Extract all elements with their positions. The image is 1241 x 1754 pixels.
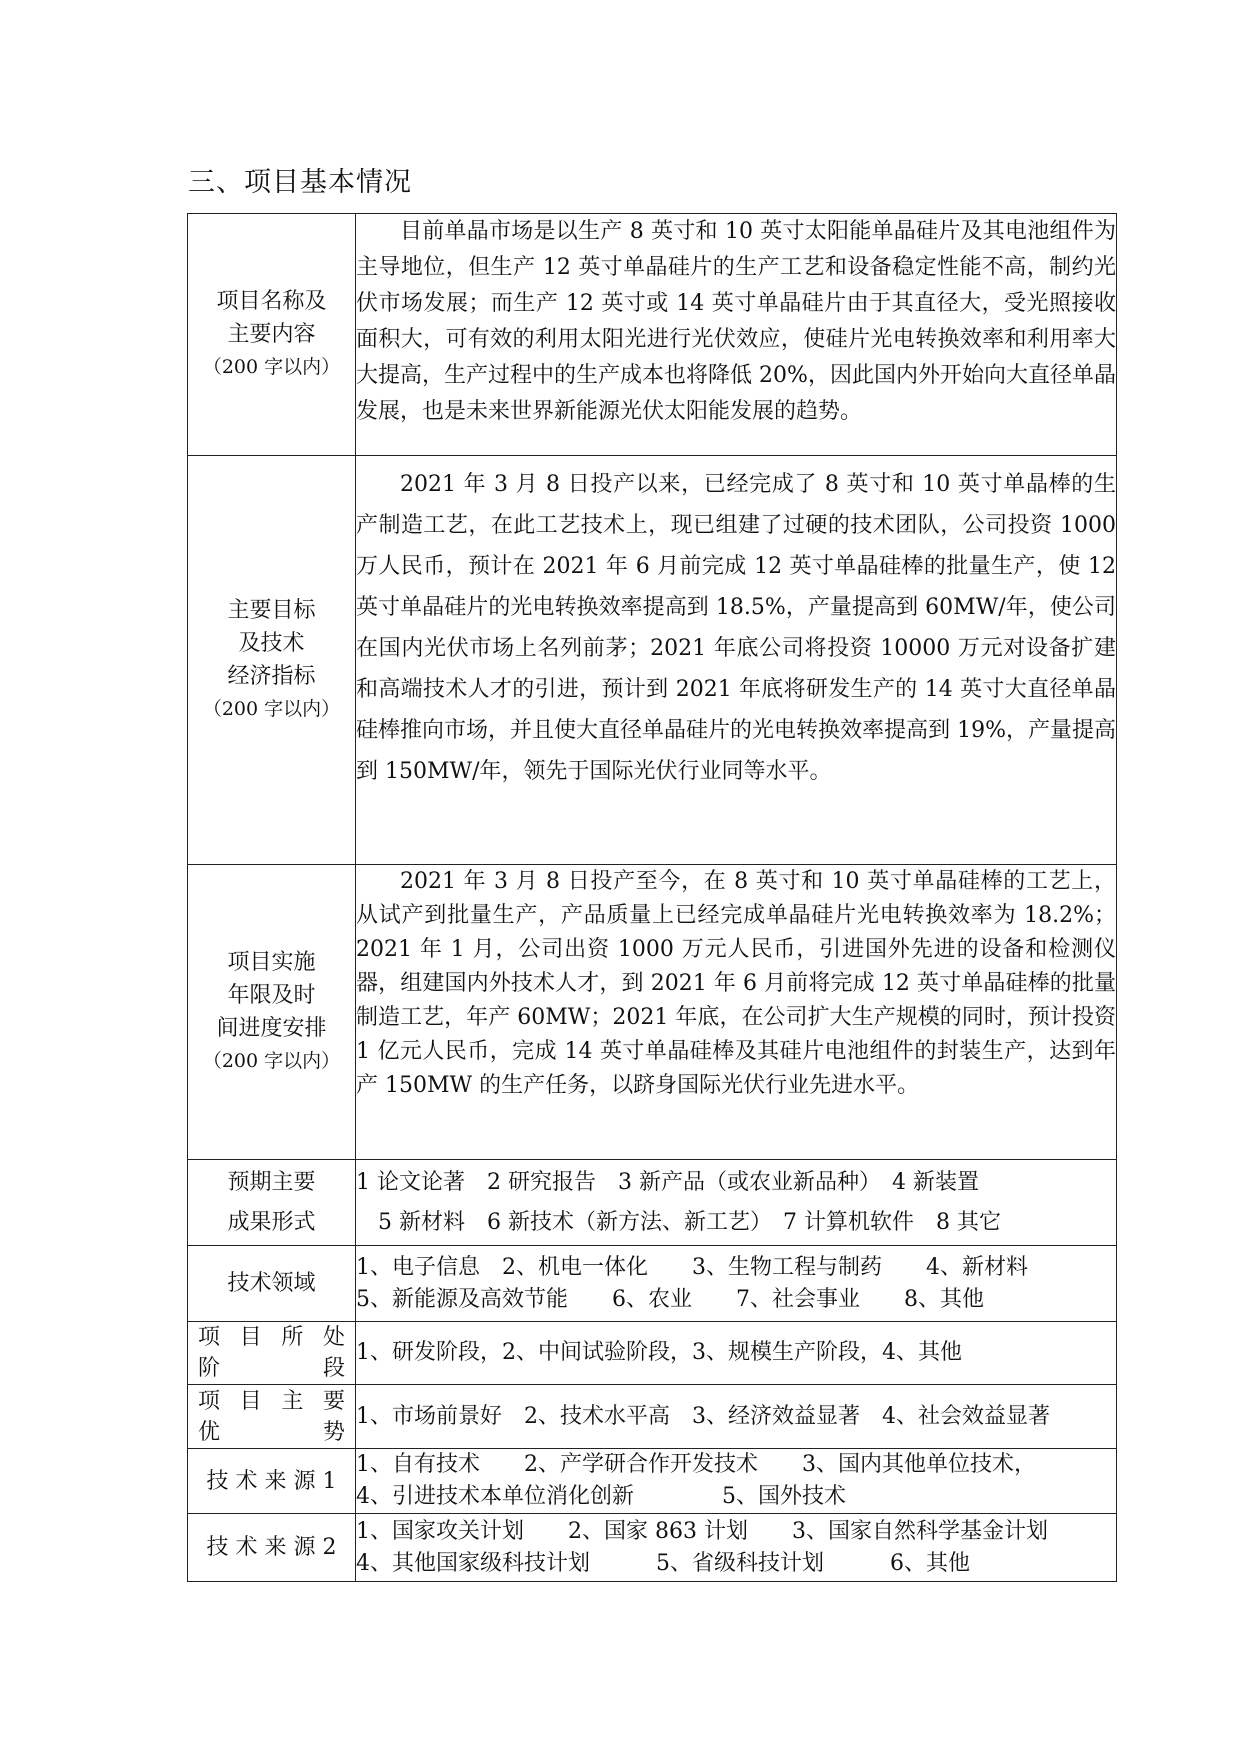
label-line: 项目名称及 [216,289,327,314]
content-line: 5 新材料 6 新技术（新方法、新工艺） 7 计算机软件 8 其它 [356,1209,1001,1235]
content-line: 5、新能源及高效节能 6、农业 7、社会事业 8、其他 [356,1286,984,1312]
label-line: 优 势 [198,1419,345,1445]
project-info-table [187,213,1117,1582]
section-title: 三、项目基本情况 [188,167,412,198]
label-main-goals [188,456,356,865]
label-note: （200 字以内） [202,1050,341,1072]
label-project-stage [188,1322,356,1385]
label-line: 经济指标 [227,664,316,689]
content-main-goals [356,456,1117,865]
table-row [188,456,1117,865]
label-main-advantages [188,1385,356,1449]
content-line: 4、其他国家级科技计划 5、省级科技计划 6、其他 [356,1550,970,1576]
table-row [188,214,1117,456]
label-line: 及技术 [238,631,305,656]
label-expected-results [188,1160,356,1246]
content-expected-results [356,1160,1117,1246]
content-schedule [356,865,1117,1160]
label-line: 主要内容 [227,322,316,347]
table-row [188,1246,1117,1322]
label-tech-source-2: 技 术 来 源 2 [188,1514,356,1582]
content-text: 2021 年 3 月 8 日投产至今，在 8 英寸和 10 英寸单晶硅棒的工艺上，从试产到批量生产，产品质量上已经完成单晶硅片光电转换效率为 18.2%；2021 年 1 月，公司出资 1000 万元人民币，引进国外先进的设备和检测仪器，组建国内外技术人才，到 2021 年 6 月前将完成 12 英寸单晶硅棒的批量制造工艺，年产 60MW；2021 年底，在公司扩大生产规模的同时，预计投资 1 亿元人民币，完成 14 英寸单晶硅棒及其硅片电池组件的封装生产，达到年产 150MW 的生产任务，以跻身国际光伏行业先进水平。 [356,869,1116,1098]
content-tech-source-1 [356,1449,1117,1514]
content-line: 1、国家攻关计划 2、国家 863 计划 3、国家自然科学基金计划 [356,1518,1048,1544]
label-line: 项 目 主 要 [198,1388,345,1414]
table-row [188,865,1117,1160]
label-line: 年限及时 [227,983,316,1008]
content-main-advantages: 1、市场前景好 2、技术水平高 3、经济效益显著 4、社会效益显著 [356,1385,1117,1449]
label-schedule [188,865,356,1160]
table-row [188,1449,1117,1514]
label-line: 阶 段 [198,1356,345,1381]
label-project-name [188,214,356,456]
label-tech-source-1: 技 术 来 源 1 [188,1449,356,1514]
content-text: 2021 年 3 月 8 日投产以来，已经完成了 8 英寸和 10 英寸单晶棒的生产制造工艺，在此工艺技术上，现已组建了过硬的技术团队，公司投资 1000 万人民币，预计在 2021 年 6 月前完成 12 英寸单晶硅棒的批量生产，使 12 英寸单晶硅片的光电转换效率提高到 18.5%，产量提高到 60MW/年，使公司在国内光伏市场上名列前茅；2021 年底公司将投资 10000 万元对设备扩建和高端技术人才的引进，预计到 2021 年底将研发生产的 14 英寸大直径单晶硅棒推向市场，并且使大直径单晶硅片的光电转换效率提高到 19%，产量提高到 150MW/年，领先于国际光伏行业同等水平。 [356,472,1116,784]
label-note: （200 字以内） [202,356,341,378]
table-row [188,1514,1117,1582]
content-text: 目前单晶市场是以生产 8 英寸和 10 英寸太阳能单晶硅片及其电池组件为主导地位，但生产 12 英寸单晶硅片的生产工艺和设备稳定性能不高，制约光伏市场发展；而生产 12 英寸或 14 英寸单晶硅片由于其直径大，受光照接收面积大，可有效的利用太阳光进行光伏效应，使硅片光电转换效率和利用率大大提高，生产过程中的生产成本也将降低 20%，因此国内外开始向大直径单晶发展，也是未来世界新能源光伏太阳能发展的趋势。 [356,219,1116,424]
content-project-name [356,214,1117,456]
label-line: 预期主要 [227,1169,316,1195]
content-tech-field [356,1246,1117,1322]
content-tech-source-2 [356,1514,1117,1582]
content-line: 1、电子信息 2、机电一体化 3、生物工程与制药 4、新材料 [356,1254,1028,1280]
label-line: 间进度安排 [216,1016,327,1041]
label-note: （200 字以内） [202,698,341,720]
table-row [188,1160,1117,1246]
content-line: 4、引进技术本单位消化创新 5、国外技术 [356,1484,846,1509]
label-line: 主要目标 [227,598,316,623]
label-line: 项目实施 [227,950,316,975]
content-line: 1 论文论著 2 研究报告 3 新产品（或农业新品种） 4 新装置 [356,1169,979,1195]
table-row [188,1322,1117,1385]
label-line: 项 目 所 处 [198,1325,345,1350]
label-line: 成果形式 [227,1209,316,1235]
content-line: 1、自有技术 2、产学研合作开发技术 3、国内其他单位技术， [356,1452,1036,1477]
content-project-stage: 1、研发阶段，2、中间试验阶段，3、规模生产阶段，4、其他 [356,1322,1117,1385]
label-tech-field: 技术领域 [188,1246,356,1322]
table-row [188,1385,1117,1449]
